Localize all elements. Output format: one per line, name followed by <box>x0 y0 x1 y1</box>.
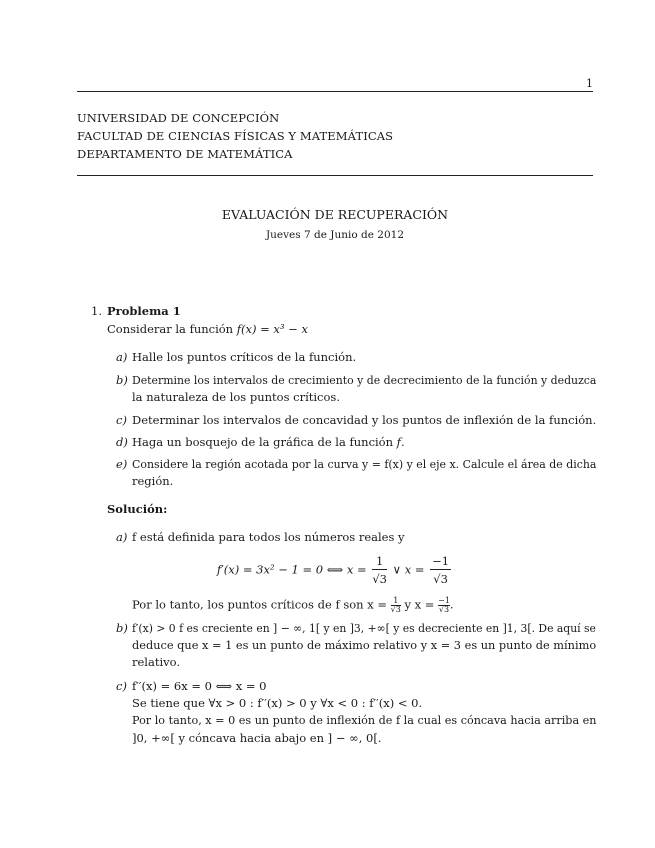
sol-c-label: c) <box>116 679 127 693</box>
item-a-text: Halle los puntos críticos de la función. <box>132 350 357 364</box>
solution-heading: Solución: <box>107 502 168 516</box>
eq-frac1 <box>372 553 387 588</box>
sol-c-line3: Por lo tanto, x = 0 es un punto de inflexión de f la cual es cóncava hacia arriba en <box>132 713 597 727</box>
faculty-name: FACULTAD DE CIENCIAS FÍSICAS Y MATEMÁTICAS <box>77 129 394 143</box>
university-name: UNIVERSIDAD DE CONCEPCIÓN <box>77 111 280 125</box>
item-e-text-line1: Considere la región acotada por la curva y = f(x) y el eje x. Calcule el área de dicha <box>132 457 597 471</box>
header-top-rule <box>77 91 593 92</box>
problem-number: 1. <box>91 304 102 318</box>
item-a-label: a) <box>116 350 128 364</box>
item-b-label: b) <box>116 373 128 387</box>
sol-c-line4: ]0, +∞[ y cóncava hacia abajo en ] − ∞, 0[. <box>132 731 382 745</box>
eq-mid: ∨ x = <box>388 562 429 577</box>
item-c-text: Determinar los intervalos de concavidad y los puntos de inflexión de la función. <box>132 413 597 427</box>
item-c-label: c) <box>116 413 127 427</box>
sol-a-sfrac1-num: 1 <box>391 597 401 606</box>
item-e-label: e) <box>116 457 128 471</box>
intro-text: Considerar la función <box>107 322 237 336</box>
eq-frac2 <box>430 553 451 588</box>
item-d-text-a: Haga un bosquejo de la gráfica de la función <box>132 435 397 449</box>
exam-title: EVALUACIÓN DE RECUPERACIÓN <box>221 207 449 222</box>
item-d-label: d) <box>116 435 128 449</box>
sol-b-line1: f′(x) > 0 f es creciente en ] − ∞, 1[ y en ]3, +∞[ y es decreciente en ]1, 3[. De aquí se <box>132 621 596 635</box>
eq-frac2-den: √3 <box>433 572 448 586</box>
sol-a-line3-b: y x = <box>400 597 439 612</box>
problem-heading: Problema 1 <box>107 304 181 318</box>
sol-a-sfrac1-den: √3 <box>390 605 401 614</box>
department-name: DEPARTAMENTO DE MATEMÁTICA <box>77 147 293 161</box>
item-d-text-b: f <box>396 435 401 449</box>
sol-c-line2: Se tiene que ∀x > 0 : f′′(x) > 0 y ∀x < 0 : f′′(x) < 0. <box>132 696 423 710</box>
sol-b-line3: relativo. <box>132 655 181 669</box>
header-bottom-rule <box>77 175 593 176</box>
sol-a-sfrac1 <box>391 597 401 614</box>
sol-c-line1: f′′(x) = 6x = 0 ⟺ x = 0 <box>132 679 267 693</box>
sol-a-equation <box>77 553 593 588</box>
sol-a-line1: f está definida para todos los números reales y <box>132 530 405 544</box>
sol-a-line3-c: . <box>449 597 454 612</box>
page-number: 1 <box>586 77 593 90</box>
problem-intro <box>107 322 308 336</box>
eq-frac1-den: √3 <box>372 572 387 586</box>
sol-a-line3-a: Por lo tanto, los puntos críticos de f son x = <box>132 597 391 612</box>
item-d-text <box>132 435 405 449</box>
sol-a-label: a) <box>116 530 128 544</box>
item-b-text-line2: la naturaleza de los puntos críticos. <box>132 390 340 404</box>
sol-a-line3 <box>132 597 454 614</box>
eq-left: f′(x) = 3x² − 1 = 0 ⟺ x = <box>216 562 371 577</box>
sol-b-line2: deduce que x = 1 es un punto de máximo relativo y x = 3 es un punto de mínimo <box>132 638 597 652</box>
intro-function: f(x) = x³ − x <box>236 322 308 336</box>
exam-date: Jueves 7 de Junio de 2012 <box>265 229 405 241</box>
eq-frac2-num: −1 <box>432 554 450 568</box>
sol-b-label: b) <box>116 621 128 635</box>
sol-a-sfrac2-den: √3 <box>438 605 450 614</box>
item-e-text-line2: región. <box>132 474 174 488</box>
eq-frac1-num: 1 <box>372 553 387 570</box>
sol-a-sfrac2-num: −1 <box>438 596 450 605</box>
sol-a-sfrac2 <box>438 597 450 614</box>
item-d-text-c: . <box>400 435 405 449</box>
item-b-text-line1: Determine los intervalos de crecimiento y de decrecimiento de la función y deduzca <box>132 373 597 387</box>
